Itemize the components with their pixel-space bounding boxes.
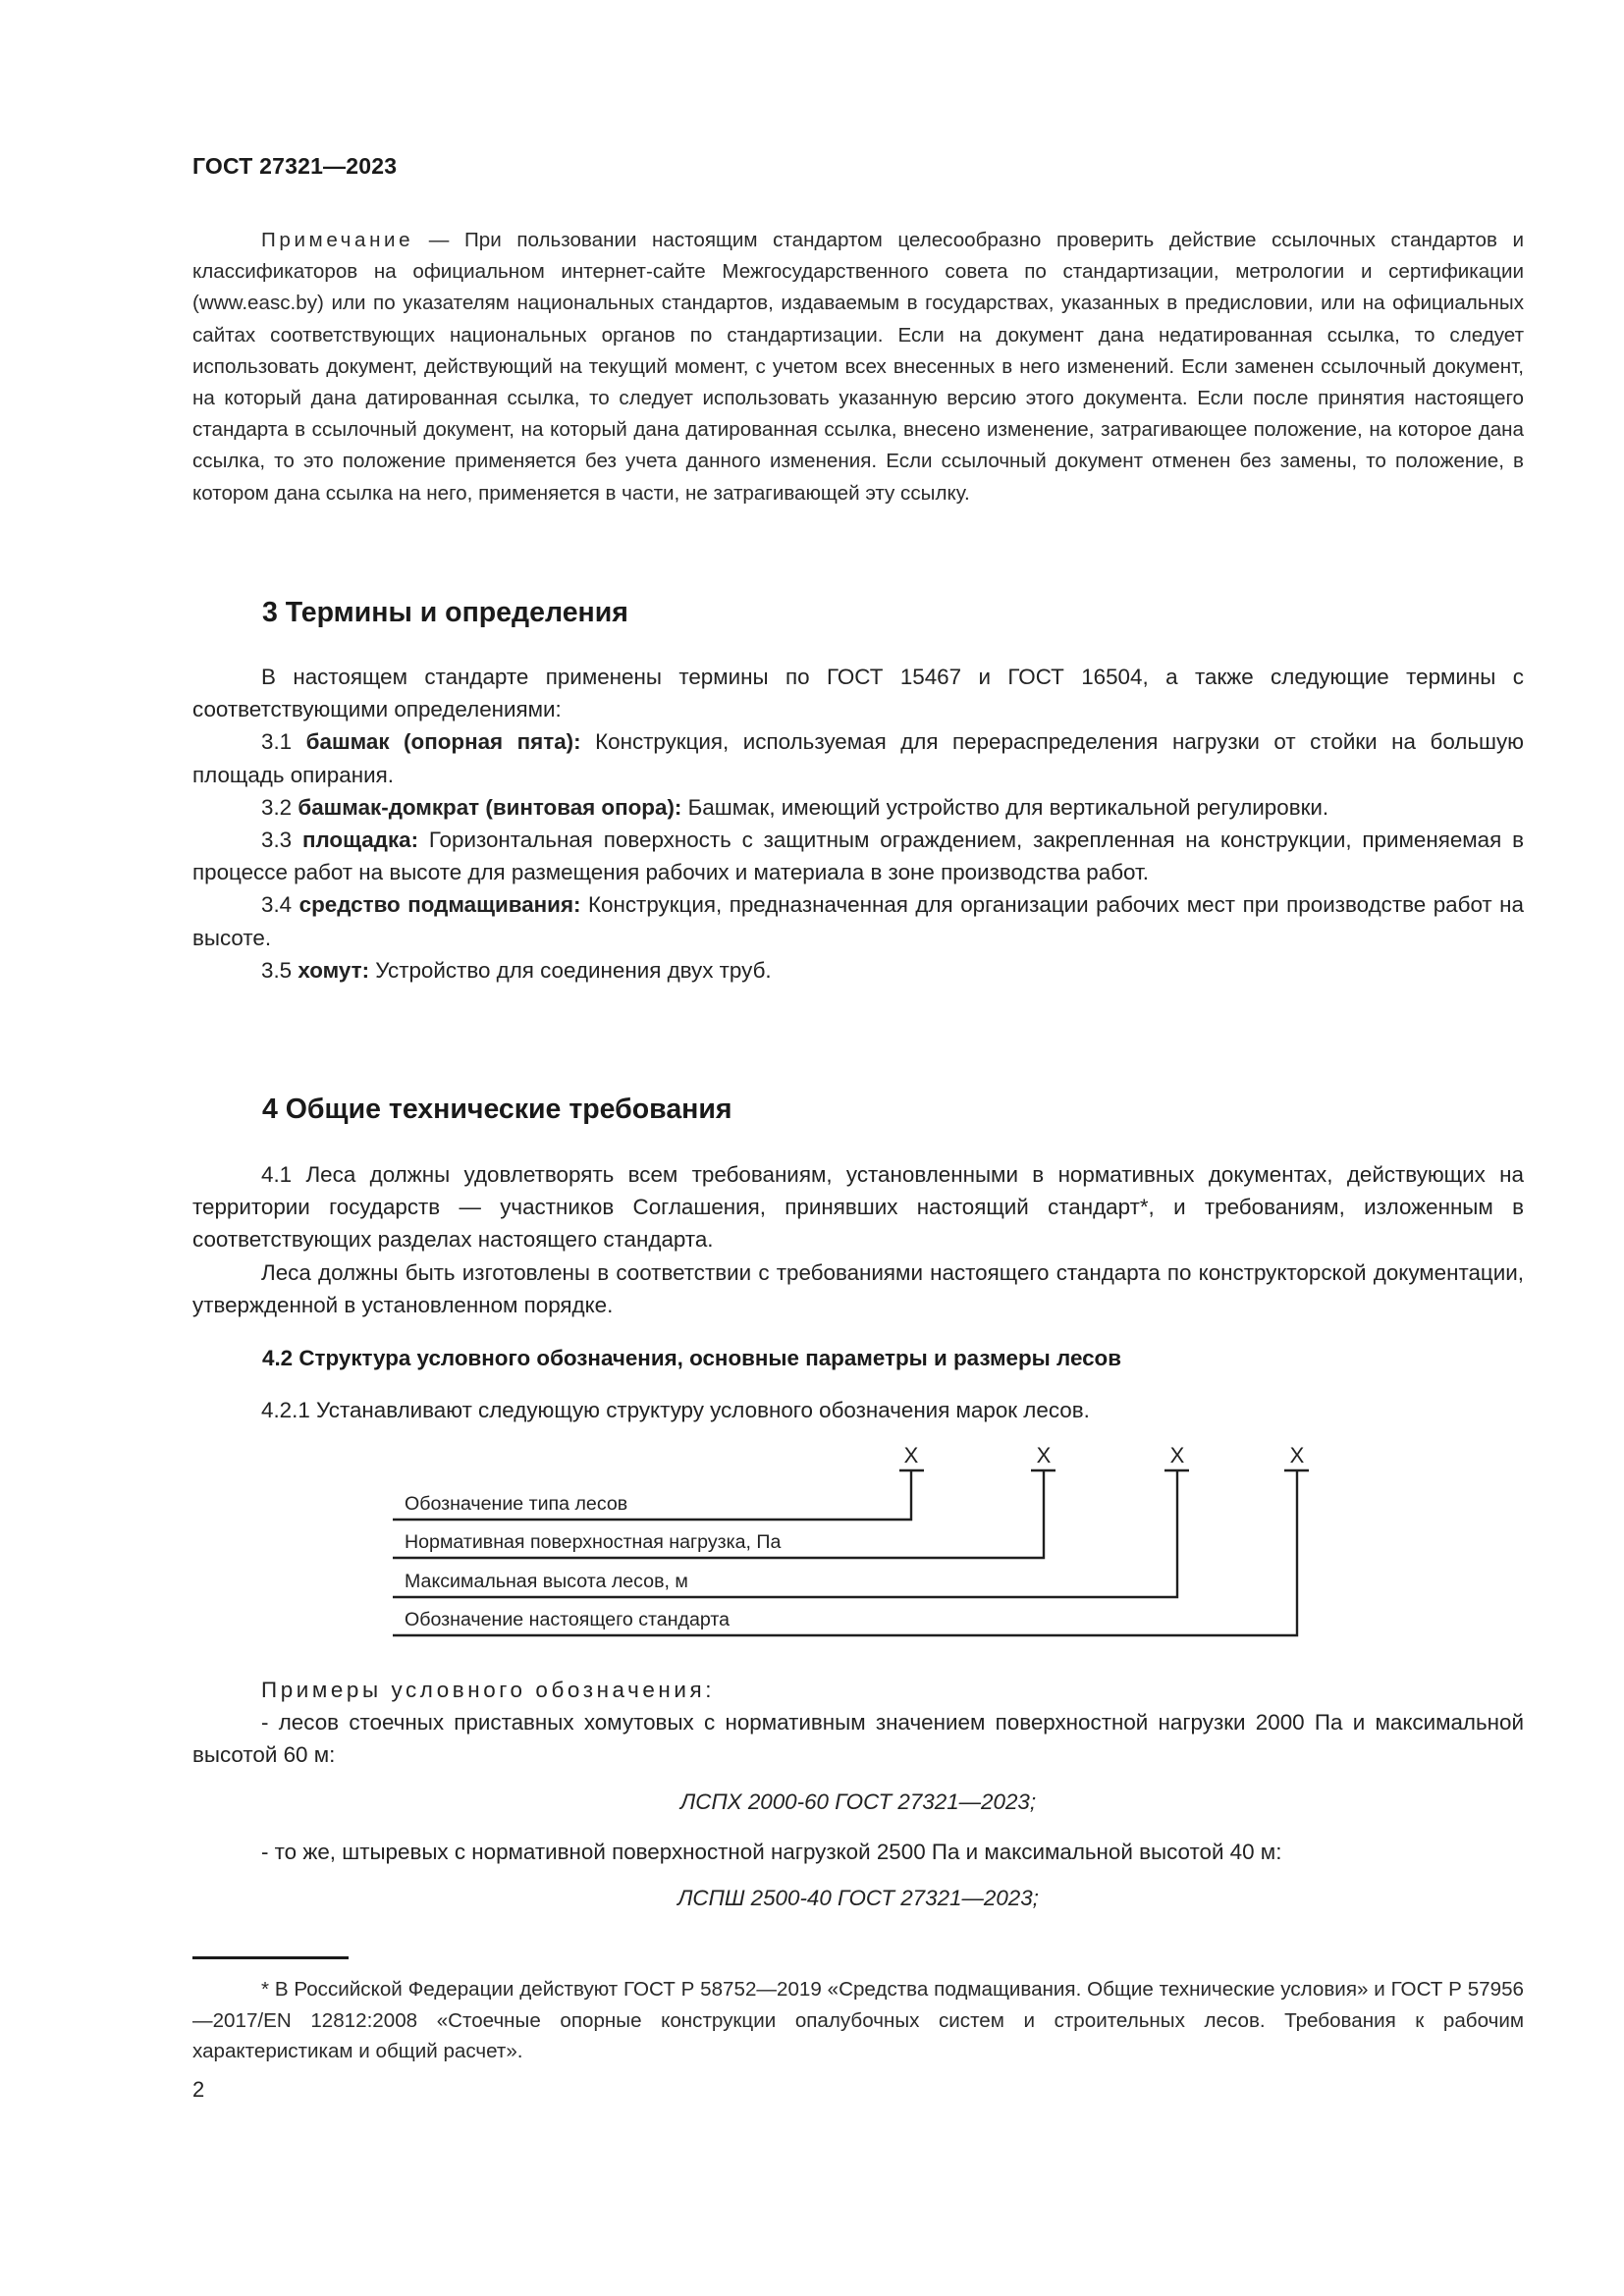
subsection-4-2-heading: 4.2 Структура условного обозначения, основные параметры и размеры лесов	[262, 1346, 1121, 1370]
example-2-code: ЛСПШ 2500-40 ГОСТ 27321—2023;	[677, 1886, 1039, 1911]
section-3-heading: 3 Термины и определения	[262, 597, 628, 628]
term-definition: Конструкция, предназначенная для организации рабочих мест при производстве работ на высоте.	[192, 892, 1525, 950]
designation-mark-3: X	[1169, 1443, 1185, 1468]
paragraph-4-1: 4.1 Леса должны удовлетворять всем требованиям, установленными в нормативных документах, действующих на территории государств — участников Соглашения, принявших настоящий стандарт*, и требованиям, изложенным в соответствующих разделах настоящего стандарта.	[192, 1162, 1524, 1253]
term-definition: Устройство для соединения двух труб.	[369, 957, 772, 983]
section-3-body	[192, 661, 1524, 987]
diagram-label-type: Обозначение типа лесов	[405, 1493, 628, 1515]
note-label: Примечание	[261, 229, 414, 251]
examples-block	[192, 1674, 1524, 1914]
term-3-1	[192, 725, 1524, 790]
term-3-5	[192, 954, 1524, 987]
term-number: 3.2	[261, 794, 298, 820]
term-definition: Горизонтальная поверхность с защитным ограждением, закрепленная на конструкции, применяемая в процессе работ на высоте для размещения рабочих и материала в зоне производства работ.	[192, 828, 1524, 885]
term-name: хомут:	[298, 957, 370, 983]
term-name: башмак (опорная пята):	[305, 729, 581, 755]
designation-mark-1: X	[903, 1443, 919, 1468]
term-name: средство подмащивания:	[298, 892, 581, 918]
footnote	[192, 1974, 1524, 2067]
designation-mark-4: X	[1289, 1443, 1305, 1468]
paragraph-4-1-cont: Леса должны быть изготовлены в соответствии с требованиями настоящего стандарта по конструкторской документации, утвержденной в установленном порядке.	[192, 1259, 1524, 1317]
note-text: — При пользовании настоящим стандартом целесообразно проверить действие ссылочных стандартов и классификаторов на официальном интернет-сайте Межгосударственного совета по стандартизации, метрологии и сертификации (www.easc.by) или по указателям национальных стандартов, издаваемым в государствах, указанных в предисловии, или на официальных сайтах соответствующих национальных органов по стандартизации. Если на документ дана недатированная ссылка, то следует использовать документ, действующий на текущий момент, с учетом всех внесенных в него изменений. Если заменен ссылочный документ, на который дана датированная ссылка, то следует использовать указанную версию этого документа. Если после принятия настоящего стандарта в ссылочный документ, на который дана датированная ссылка, внесено изменение, затрагивающее положение, на которое дана ссылка, то это положение применяется без учета данного изменения. Если ссылочный документ отменен без замены, то положение, в котором дана ссылка на него, применяется в части, не затрагивающей эту ссылку.	[192, 229, 1524, 505]
example-2-description: - то же, штыревых с нормативной поверхностной нагрузкой 2500 Па и максимальной высотой 40 м:	[261, 1839, 1282, 1864]
term-3-4	[192, 888, 1524, 953]
term-name: площадка:	[301, 828, 419, 853]
footnote-separator	[192, 1956, 349, 1959]
paragraph-4-2-1-block	[192, 1394, 1524, 1426]
term-3-3	[192, 824, 1524, 888]
paragraph-4-2-1: 4.2.1 Устанавливают следующую структуру условного обозначения марок лесов.	[261, 1398, 1090, 1422]
examples-label: Примеры условного обозначения:	[261, 1678, 716, 1702]
example-1-code: ЛСПХ 2000-60 ГОСТ 27321—2023;	[679, 1789, 1037, 1814]
term-number: 3.5	[261, 957, 298, 983]
designation-mark-2: X	[1036, 1443, 1052, 1468]
diagram-label-standard: Обозначение настоящего стандарта	[405, 1609, 730, 1630]
reference-note	[192, 225, 1524, 509]
term-number: 3.4	[261, 892, 299, 918]
document-code-header: ГОСТ 27321—2023	[192, 153, 398, 179]
term-number: 3.3	[261, 828, 302, 853]
section-3-intro: В настоящем стандарте применены термины по ГОСТ 15467 и ГОСТ 16504, а также следующие термины с соответствующими определениями:	[192, 665, 1524, 722]
term-name: башмак-домкрат (винтовая опора):	[298, 794, 682, 820]
page-number: 2	[192, 2077, 205, 2102]
section-4-body	[192, 1158, 1524, 1321]
term-definition: Башмак, имеющий устройство для вертикальной регулировки.	[681, 794, 1329, 820]
diagram-label-height: Максимальная высота лесов, м	[405, 1571, 688, 1592]
diagram-label-load: Нормативная поверхностная нагрузка, Па	[405, 1531, 782, 1553]
example-1-description: - лесов стоечных приставных хомутовых с нормативным значением поверхностной нагрузки 2000 Па и максимальной высотой 60 м:	[192, 1710, 1524, 1768]
term-number: 3.1	[261, 729, 306, 755]
footnote-text: * В Российской Федерации действуют ГОСТ Р 58752—2019 «Средства подмащивания. Общие технические условия» и ГОСТ Р 57956—2017/EN 12812:2008 «Стоечные опорные конструкции опалубочных систем и строительных лесов. Требования к рабочим характеристикам и общий расчет».	[192, 1978, 1524, 2062]
section-4-heading: 4 Общие технические требования	[262, 1094, 732, 1125]
term-3-2	[192, 791, 1524, 824]
term-definition: Конструкция, используемая для перераспределения нагрузки от стойки на большую площадь опирания.	[192, 729, 1524, 787]
